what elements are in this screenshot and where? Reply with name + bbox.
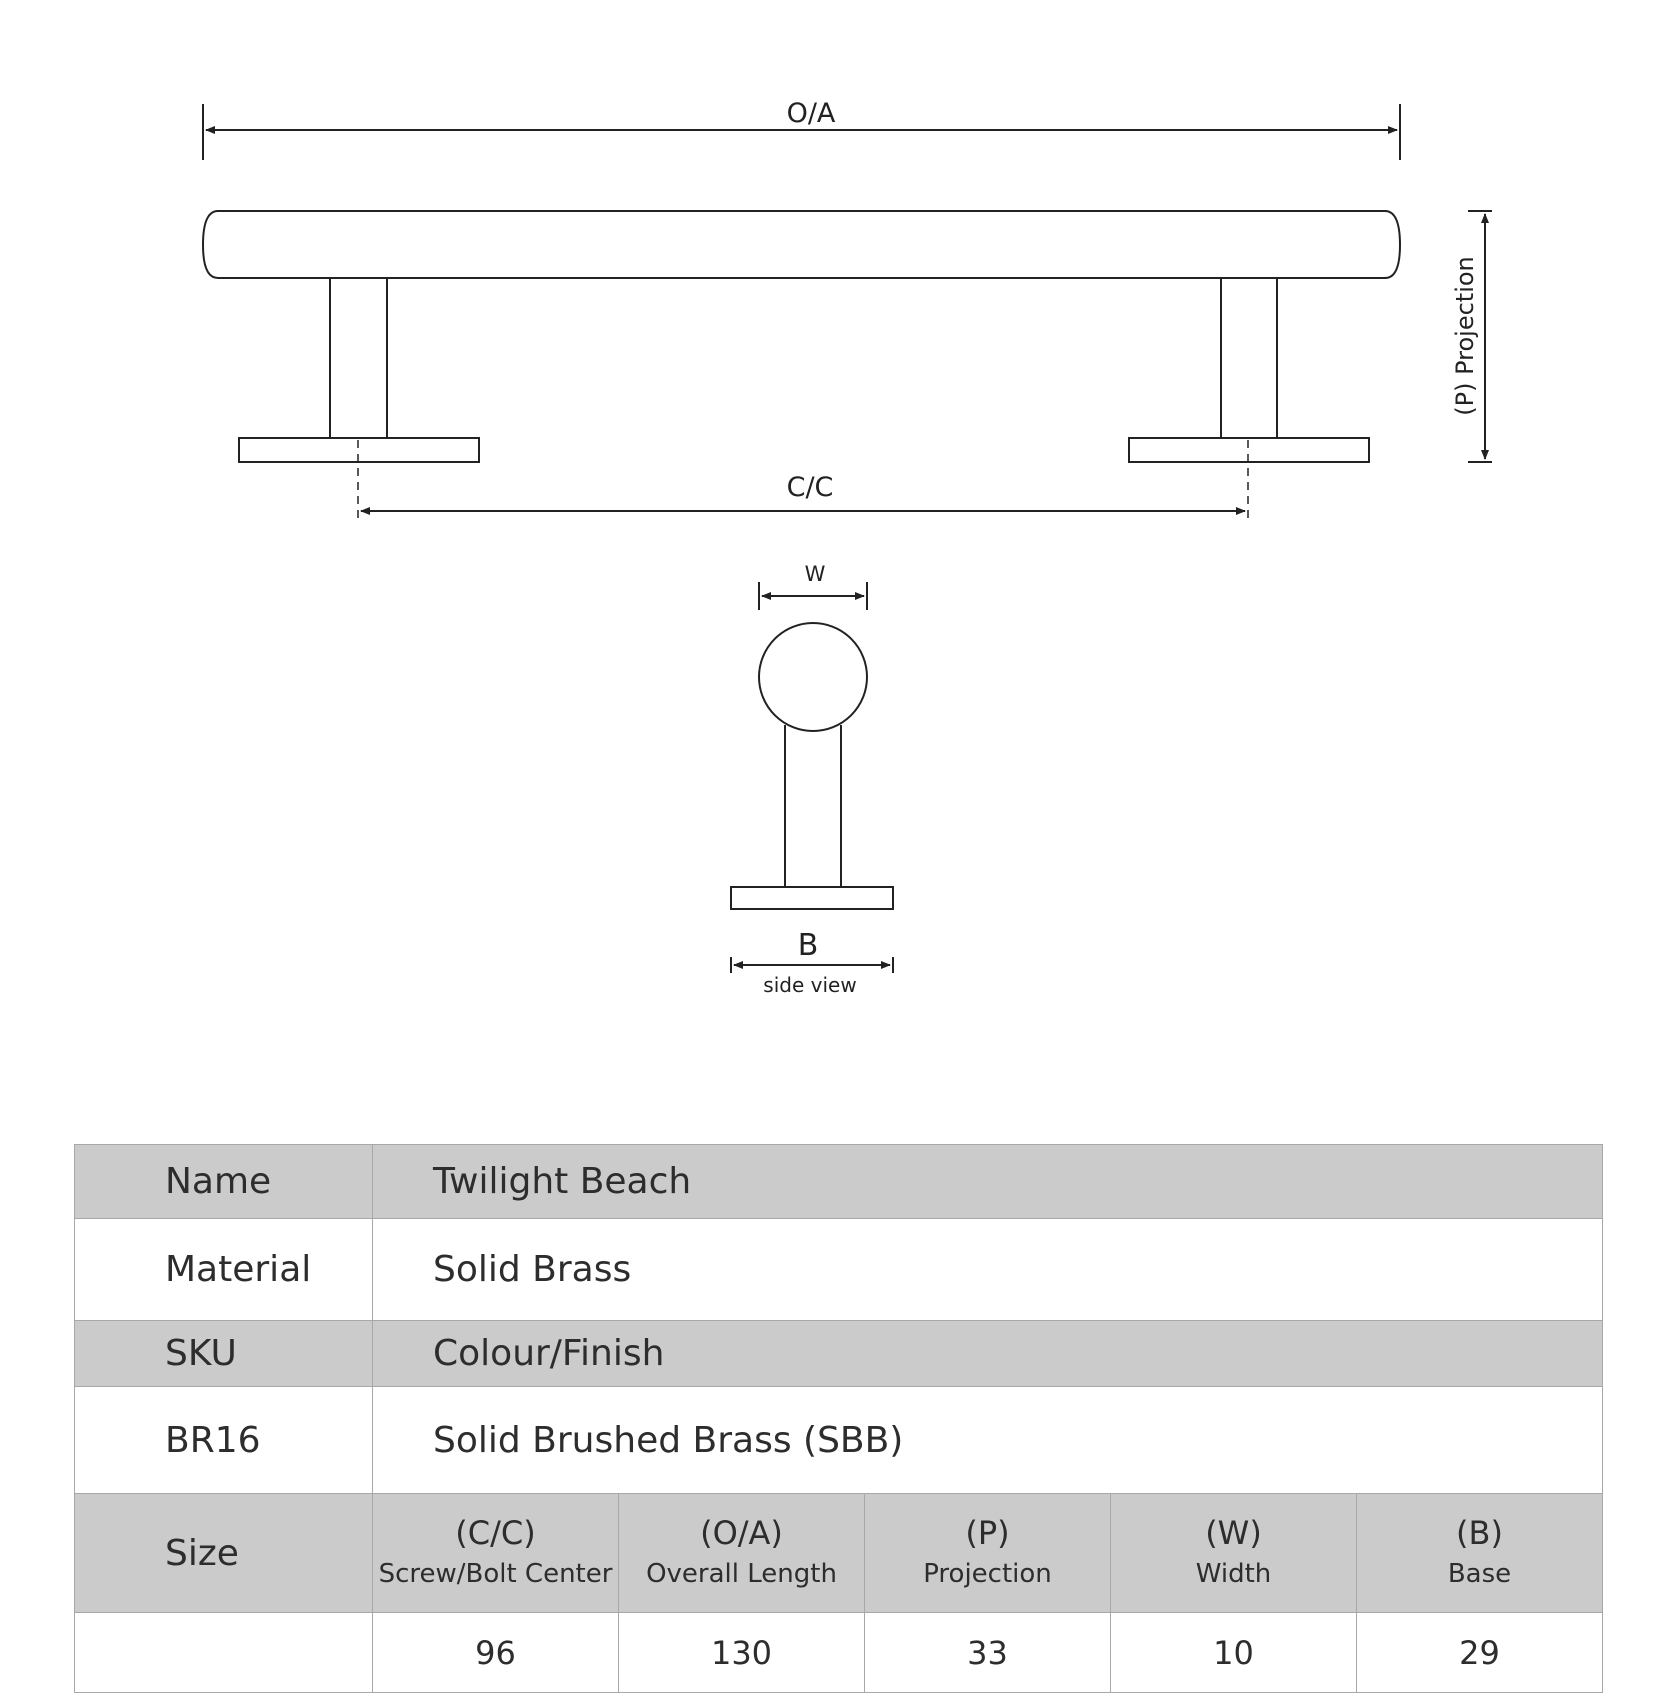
sku-label: SKU <box>75 1321 373 1387</box>
size-value-oa: 130 <box>619 1613 865 1693</box>
side-view <box>731 582 893 973</box>
right-post <box>1221 278 1277 438</box>
name-row <box>75 1145 1603 1219</box>
size-col-name: Screw/Bolt Center <box>378 1559 613 1589</box>
size-col-cc <box>373 1494 619 1613</box>
size-value-b: 29 <box>1357 1613 1603 1693</box>
size-value-cc: 96 <box>373 1613 619 1693</box>
right-base <box>1129 438 1369 462</box>
base-label: B <box>797 928 819 963</box>
size-values-label-cell <box>75 1613 373 1693</box>
size-col-b <box>1357 1494 1603 1613</box>
size-col-code: (O/A) <box>700 1514 783 1552</box>
size-col-w <box>1111 1494 1357 1613</box>
finish-value: Solid Brushed Brass (SBB) <box>373 1387 1603 1494</box>
handle-bar <box>203 211 1400 278</box>
size-header-row <box>75 1494 1603 1613</box>
side-view-label: side view <box>763 973 857 997</box>
size-col-name: Overall Length <box>646 1559 837 1589</box>
size-col-oa <box>619 1494 865 1613</box>
size-col-name: Base <box>1447 1559 1512 1589</box>
size-col-p <box>865 1494 1111 1613</box>
size-col-code: (C/C) <box>455 1514 536 1552</box>
sku-value: BR16 <box>75 1387 373 1494</box>
name-value: Twilight Beach <box>373 1145 1603 1219</box>
size-values-row <box>75 1613 1603 1693</box>
center-to-center-label: C/C <box>786 472 834 503</box>
size-label: Size <box>75 1494 373 1613</box>
size-col-code: (B) <box>1456 1514 1503 1552</box>
size-value-p: 33 <box>865 1613 1111 1693</box>
size-col-code: (W) <box>1205 1514 1262 1552</box>
projection-label: (P) Projection <box>1451 256 1479 416</box>
material-value: Solid Brass <box>373 1219 1603 1321</box>
material-label: Material <box>75 1219 373 1321</box>
left-post <box>330 278 387 438</box>
overall-length-label: O/A <box>786 98 836 129</box>
left-base <box>239 438 479 462</box>
size-col-name: Width <box>1195 1559 1272 1589</box>
size-col-name: Projection <box>923 1559 1052 1589</box>
name-label: Name <box>75 1145 373 1219</box>
size-col-code: (P) <box>965 1514 1010 1552</box>
sku-header-row <box>75 1321 1603 1387</box>
material-row <box>75 1219 1603 1321</box>
size-value-w: 10 <box>1111 1613 1357 1693</box>
width-label: W <box>804 562 826 586</box>
sku-row <box>75 1387 1603 1494</box>
finish-header: Colour/Finish <box>373 1321 1603 1387</box>
spec-table <box>74 1144 1603 1693</box>
